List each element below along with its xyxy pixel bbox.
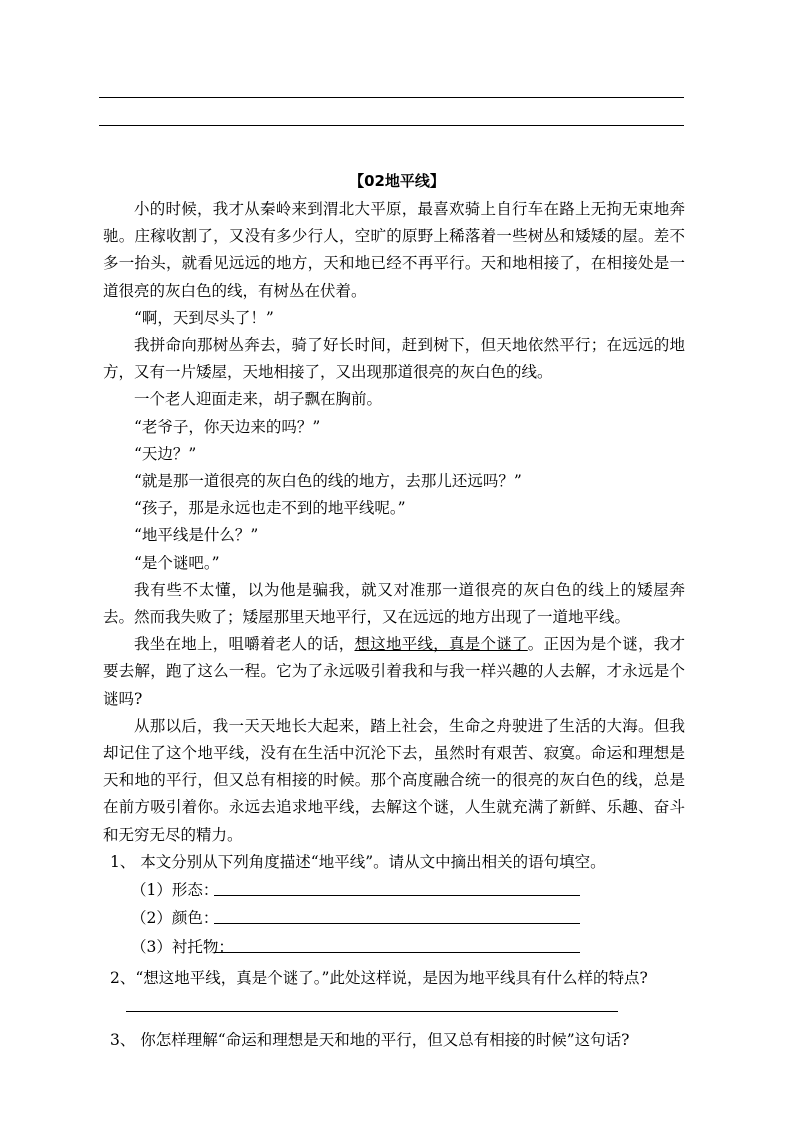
paragraph-5: “老爷子，你天边来的吗？” (134, 417, 321, 436)
question-1-item-2: （2）颜色： (131, 909, 219, 927)
answer-line-1-3[interactable] (214, 952, 580, 953)
paragraph-13: 从那以后，我一天天地长大起来，踏上社会，生命之舟驶进了生活的大海。但我却记住了这个地平线，没有在生活中沉沦下去，虽然时有艰苦、寂寞。命运和理想是天和地的平行，但又总有相接的时候。那个高度融合统一的很亮的灰白色的线，总是在前方吸引着你。永远去追求地平线，去解这个谜，人生就充满了新鲜、乐趣、奋斗和无穷无尽的精力。 (103, 716, 685, 844)
question-3: 3、 你怎样理解“命运和理想是天和地的平行，但又总有相接的时候”这句话? (110, 1031, 630, 1049)
question-2: 2、“想这地平线，真是个谜了。”此处这样说，是因为地平线具有什么样的特点? (110, 969, 648, 987)
answer-line-2[interactable] (126, 1011, 618, 1012)
paragraph-7: “就是那一道很亮的灰白色的线的地方，去那儿还远吗？” (134, 472, 522, 491)
header-rule-top (99, 97, 684, 98)
paragraph-12-after: 。正因为是个谜，我才要去解，跑了这么一程。它为了永远吸引着我和与我一样兴趣的人去解，才永远是个谜吗? (103, 635, 685, 708)
paragraph-4: 一个老人迎面走来，胡子飘在胸前。 (134, 390, 383, 409)
answer-line-1-2[interactable] (214, 923, 580, 924)
paragraph-6: “天边？” (134, 444, 197, 463)
paragraph-10: “是个谜吧。” (134, 553, 220, 572)
paragraph-8: “孩子，那是永远也走不到的地平线呢。” (134, 499, 406, 518)
header-rule-bottom (99, 125, 684, 126)
paragraph-9: “地平线是什么？” (134, 526, 259, 545)
question-1: 1、 本文分别从下列角度描述“地平线”。请从文中摘出相关的语句填空。 (110, 853, 606, 871)
paragraph-11: 我有些不太懂，以为他是骗我，就又对准那一道很亮的灰白色的线上的矮屋奔去。然而我失败了；矮屋那里天地平行，又在远远的地方出现了一道地平线。 (103, 580, 685, 627)
underlined-sentence: 想这地平线，真是个谜了 (354, 635, 528, 654)
passage-body (103, 196, 685, 849)
paragraph-12-before: 我坐在地上，咀嚼着老人的话， (134, 635, 355, 654)
question-1-item-1: （1）形态： (131, 881, 219, 899)
paragraph-12 (103, 631, 685, 713)
question-1-item-3: （3）衬托物： (131, 938, 234, 956)
passage-title: 【02地平线】 (349, 172, 445, 190)
answer-line-1-1[interactable] (214, 895, 580, 896)
paragraph-2: “啊，天到尽头了！” (134, 308, 274, 327)
paragraph-3: 我拼命向那树丛奔去，骑了好长时间，赶到树下，但天地依然平行；在远远的地方，又有一片矮屋，天地相接了，又出现那道很亮的灰白色的线。 (103, 336, 685, 382)
paragraph-1: 小的时候，我才从秦岭来到渭北大平原，最喜欢骑上自行车在路上无拘无束地奔驰。庄稼收割了，又没有多少行人，空旷的原野上稀落着一些树丛和矮矮的屋。差不多一抬头，就看见远远的地方，天和地已经不再平行。天和地相接了，在相接处是一道很亮的灰白色的线，有树丛在伏着。 (103, 200, 685, 300)
